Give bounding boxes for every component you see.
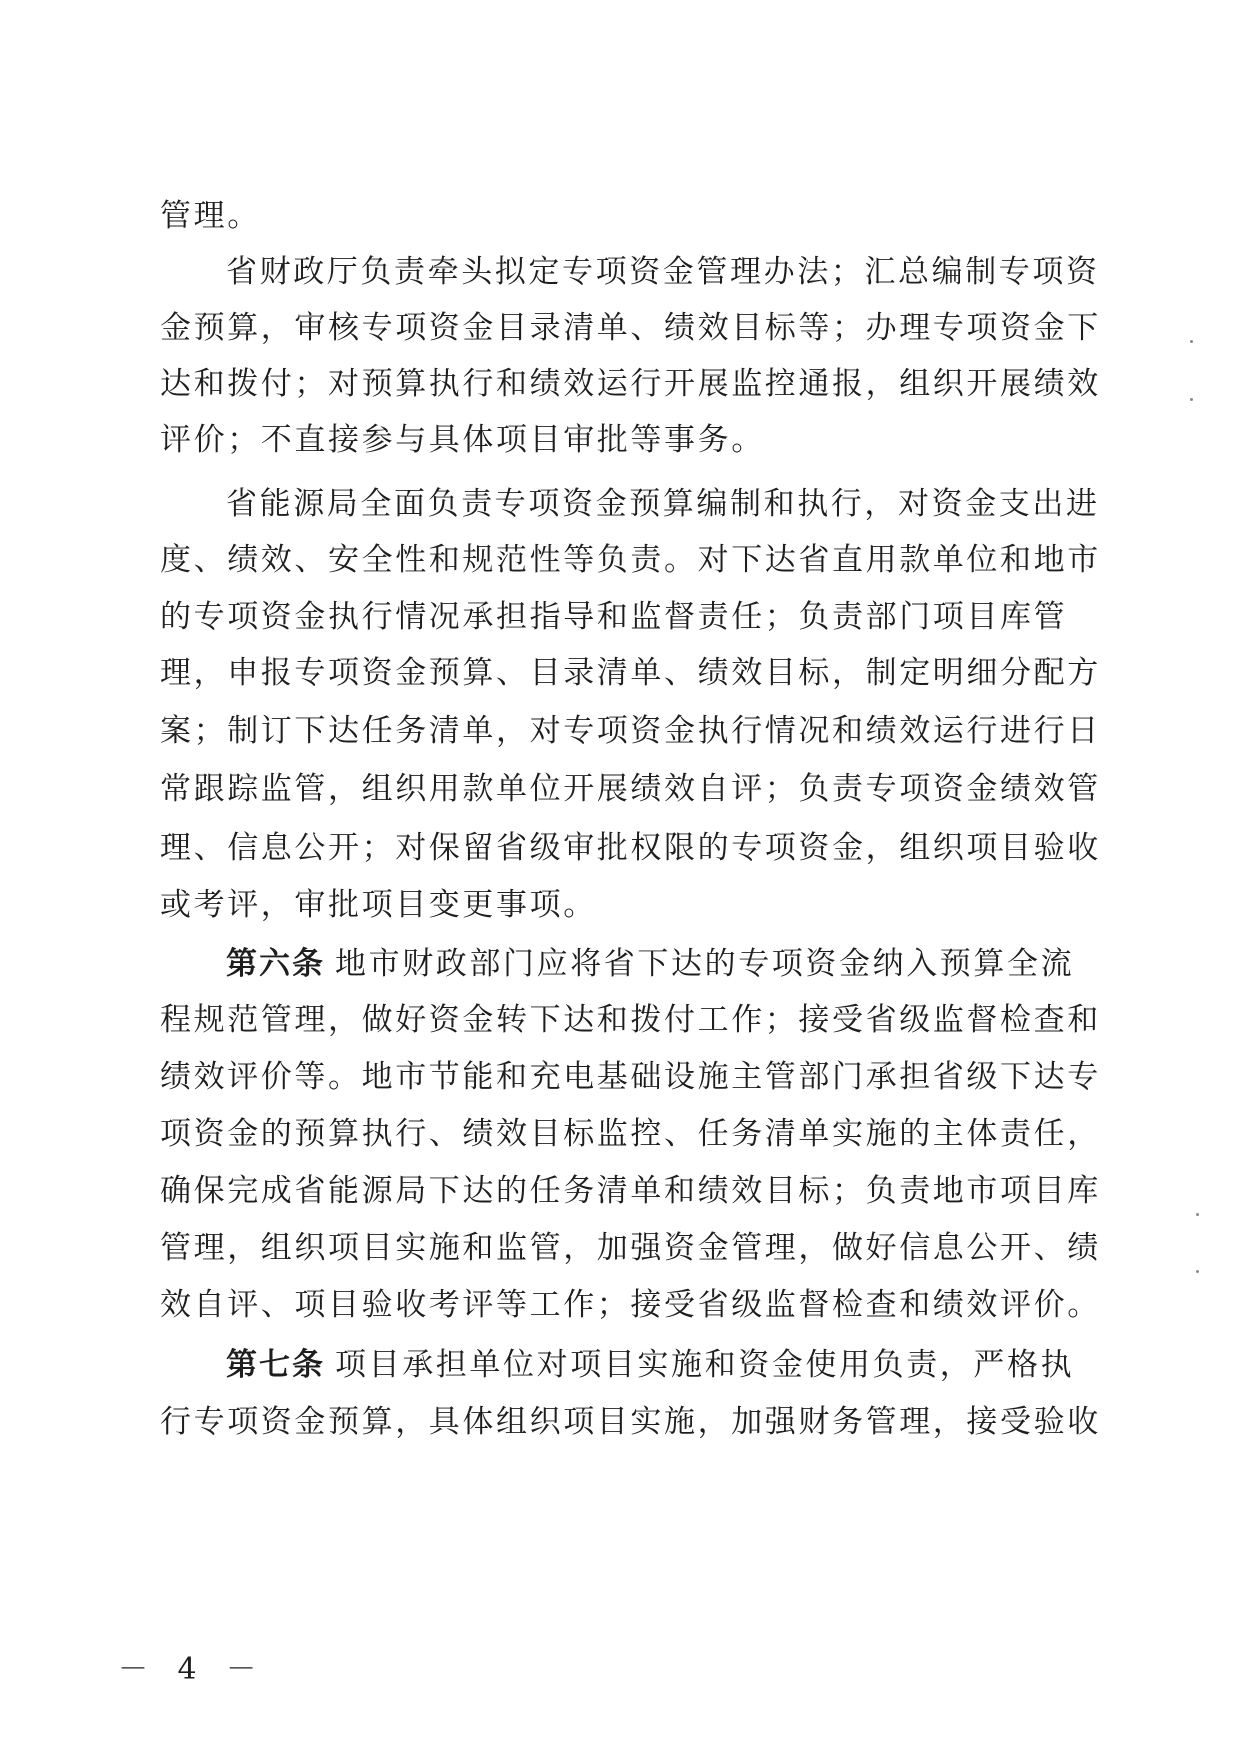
- text-line: 达和拨付；对预算执行和绩效运行开展监控通报，组织开展绩效: [160, 366, 1101, 402]
- scan-speck: [1190, 398, 1193, 401]
- text-line: 绩效评价等。地市节能和充电基础设施主管部门承担省级下达专: [160, 1059, 1101, 1095]
- text-line: 评价；不直接参与具体项目审批等事务。: [160, 422, 765, 458]
- text-line: 省能源局全面负责专项资金预算编制和执行，对资金支出进: [226, 486, 1100, 522]
- text-line: 效自评、项目验收考评等工作；接受省级监督检查和绩效评价。: [160, 1287, 1101, 1323]
- text-line: 省财政厅负责牵头拟定专项资金管理办法；汇总编制专项资: [226, 254, 1100, 290]
- text-line: 管理。: [160, 198, 261, 234]
- article-heading: 第六条: [226, 946, 325, 982]
- scan-speck: [1190, 340, 1193, 343]
- article-text: 项目承担单位对项目实施和资金使用负责，严格执: [335, 1347, 1075, 1383]
- page-number: － 4 －: [118, 1652, 267, 1687]
- scan-speck: [1196, 1213, 1199, 1216]
- text-line: 常跟踪监管，组织用款单位开展绩效自评；负责专项资金绩效管: [160, 771, 1101, 807]
- article-7-line: [226, 1339, 1095, 1391]
- text-line: 理，申报专项资金预算、目录清单、绩效目标，制定明细分配方: [160, 655, 1101, 691]
- text-line: 管理，组织项目实施和监管，加强资金管理，做好信息公开、绩: [160, 1230, 1101, 1266]
- text-line: 或考评，审批项目变更事项。: [160, 887, 597, 923]
- article-text: 地市财政部门应将省下达的专项资金纳入预算全流: [335, 946, 1075, 982]
- article-6-line: [226, 938, 1095, 990]
- text-line: 金预算，审核专项资金目录清单、绩效目标等；办理专项资金下: [160, 310, 1101, 346]
- scan-speck: [1196, 1270, 1199, 1273]
- text-line: 确保完成省能源局下达的任务清单和绩效目标；负责地市项目库: [160, 1173, 1101, 1209]
- text-line: 度、绩效、安全性和规范性等负责。对下达省直用款单位和地市: [160, 542, 1101, 578]
- text-line: 的专项资金执行情况承担指导和监督责任；负责部门项目库管: [160, 599, 1068, 635]
- text-line: 案；制订下达任务清单，对专项资金执行情况和绩效运行进行日: [160, 713, 1101, 749]
- article-heading: 第七条: [226, 1347, 325, 1383]
- text-line: 行专项资金预算，具体组织项目实施，加强财务管理，接受验收: [160, 1404, 1101, 1440]
- text-line: 理、信息公开；对保留省级审批权限的专项资金，组织项目验收: [160, 830, 1101, 866]
- text-line: 程规范管理，做好资金转下达和拨付工作；接受省级监督检查和: [160, 1002, 1101, 1038]
- text-line: 项资金的预算执行、绩效目标监控、任务清单实施的主体责任，: [160, 1116, 1101, 1152]
